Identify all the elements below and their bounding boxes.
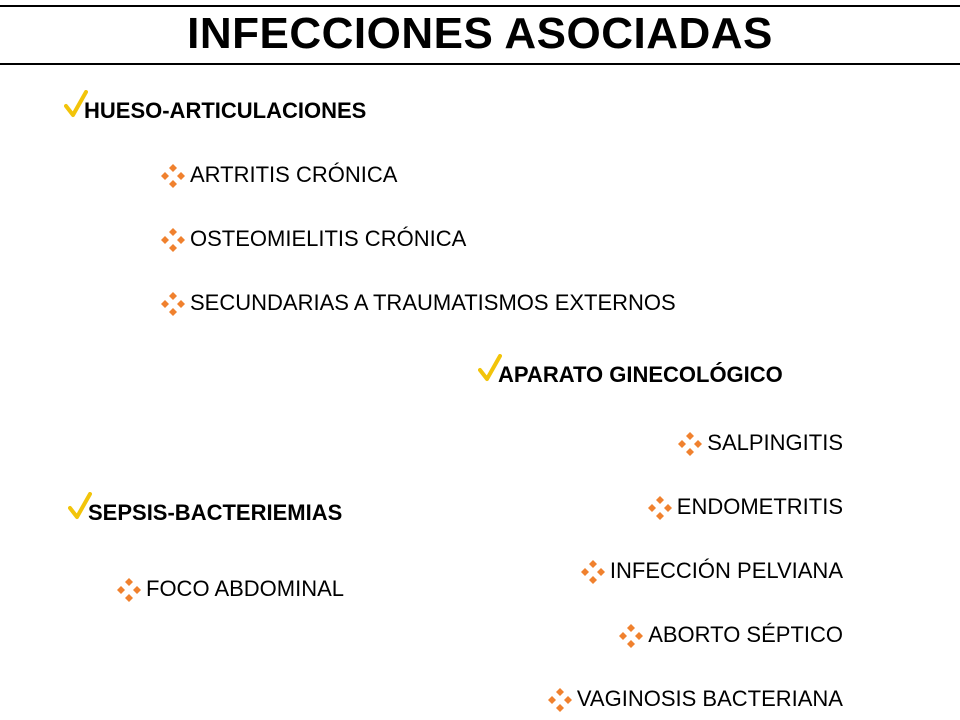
section-heading-bone-joints: HUESO-ARTICULACIONES — [64, 96, 366, 126]
list-item: ENDOMETRITIS — [647, 492, 843, 522]
diamond-bullet-icon — [547, 684, 577, 714]
diamond-bullet-icon — [647, 492, 677, 522]
diamond-bullet-icon — [160, 224, 190, 254]
diamond-bullet-icon — [580, 556, 610, 586]
list-item: SECUNDARIAS A TRAUMATISMOS EXTERNOS — [160, 288, 676, 318]
title-underline — [0, 63, 960, 65]
diamond-bullet-icon — [160, 288, 190, 318]
list-item: ABORTO SÉPTICO — [618, 620, 843, 650]
checkmark-icon — [68, 498, 88, 528]
diamond-bullet-icon — [618, 620, 648, 650]
top-rule — [0, 5, 960, 7]
list-item: SALPINGITIS — [677, 428, 843, 458]
page-title: INFECCIONES ASOCIADAS — [187, 9, 773, 58]
section-heading-gynecological: APARATO GINECOLÓGICO — [478, 360, 783, 390]
diamond-bullet-icon — [677, 428, 707, 458]
checkmark-icon — [64, 96, 84, 126]
list-item: INFECCIÓN PELVIANA — [580, 556, 843, 586]
diamond-bullet-icon — [160, 160, 190, 190]
diamond-bullet-icon — [116, 574, 146, 604]
list-item: VAGINOSIS BACTERIANA — [547, 684, 843, 714]
list-item: OSTEOMIELITIS CRÓNICA — [160, 224, 466, 254]
list-item: FOCO ABDOMINAL — [116, 574, 344, 604]
list-item: ARTRITIS CRÓNICA — [160, 160, 397, 190]
section-heading-sepsis: SEPSIS-BACTERIEMIAS — [68, 498, 342, 528]
checkmark-icon — [478, 360, 498, 390]
